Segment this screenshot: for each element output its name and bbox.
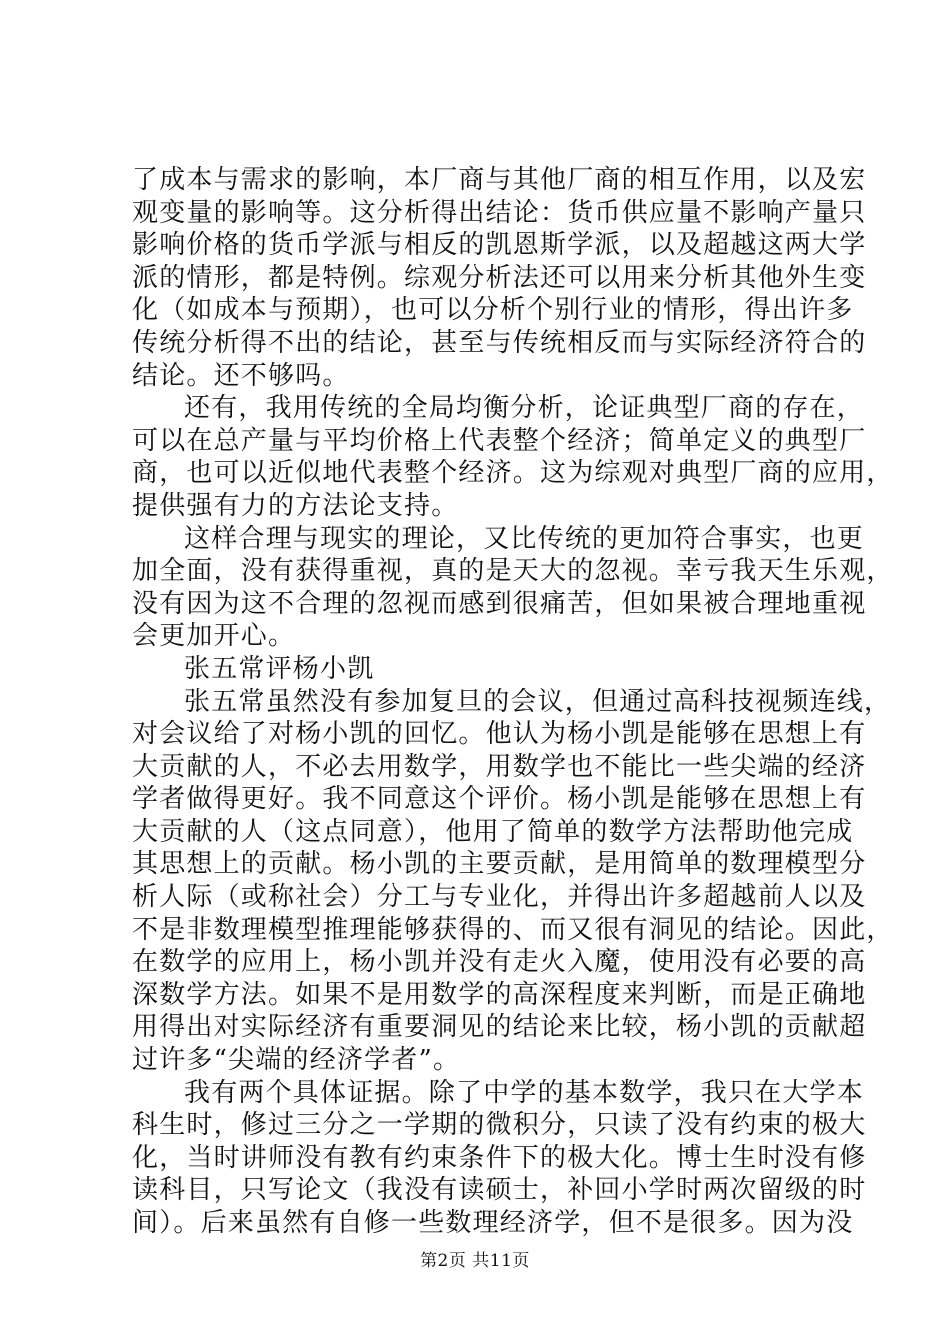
paragraph bbox=[132, 686, 894, 1077]
text-line: 在数学的应用上，杨小凯并没有走火入魔，使用没有必要的高 bbox=[132, 947, 867, 978]
text-line: 对会议给了对杨小凯的回忆。他认为杨小凯是能够在思想上有 bbox=[132, 719, 867, 750]
paragraph bbox=[132, 392, 894, 522]
text-line: 深数学方法。如果不是用数学的高深程度来判断，而是正确地 bbox=[132, 979, 867, 1010]
text-line: 析人际（或称社会）分工与专业化，并得出许多超越前人以及 bbox=[132, 882, 867, 913]
text-line: 用得出对实际经济有重要洞见的结论来比较，杨小凯的贡献超 bbox=[132, 1012, 867, 1043]
text-line: 过许多“尖端的经济学者”。 bbox=[132, 1045, 461, 1076]
text-line: 结论。还不够吗。 bbox=[132, 360, 350, 391]
text-line: 可以在总产量与平均价格上代表整个经济；简单定义的典型厂 bbox=[132, 425, 867, 456]
text-line: 派的情形，都是特例。综观分析法还可以用来分析其他外生变 bbox=[132, 262, 867, 293]
paragraph bbox=[132, 523, 894, 653]
text-line: 商，也可以近似地代表整个经济。这为综观对典型厂商的应用， bbox=[132, 458, 894, 489]
text-line: 了成本与需求的影响，本厂商与其他厂商的相互作用，以及宏 bbox=[132, 165, 867, 195]
text-line: 读科目，只写论文（我没有读硕士，补回小学时两次留级的时 bbox=[132, 1175, 867, 1206]
text-line: 大贡献的人，不必去用数学，用数学也不能比一些尖端的经济 bbox=[132, 751, 867, 782]
text-line: 传统分析得不出的结论，甚至与传统相反而与实际经济符合的 bbox=[132, 327, 867, 358]
text-line: 化，当时讲师没有教有约束条件下的极大化。博士生时没有修 bbox=[132, 1142, 867, 1173]
text-line: 张五常评杨小凯 bbox=[184, 653, 375, 684]
text-line: 加全面，没有获得重视，真的是天大的忽视。幸亏我天生乐观， bbox=[132, 556, 894, 587]
text-line: 没有因为这不合理的忽视而感到很痛苦，但如果被合理地重视 bbox=[132, 588, 867, 619]
text-line: 间）。后来虽然有自修一些数理经济学，但不是很多。因为没 bbox=[132, 1208, 854, 1238]
text-line: 还有，我用传统的全局均衡分析，论证典型厂商的存在， bbox=[184, 393, 865, 424]
paragraph bbox=[132, 164, 867, 392]
page-footer: 第2页 共11页 bbox=[420, 1251, 530, 1271]
text-line: 化（如成本与预期），也可以分析个别行业的情形，得出许多 bbox=[132, 295, 854, 326]
text-line: 张五常虽然没有参加复旦的会议，但通过高科技视频连线， bbox=[184, 686, 892, 717]
text-line: 学者做得更好。我不同意这个评价。杨小凯是能够在思想上有 bbox=[132, 784, 867, 815]
text-line: 科生时，修过三分之一学期的微积分，只读了没有约束的极大 bbox=[132, 1110, 867, 1141]
document-body bbox=[132, 164, 894, 1240]
text-line: 我有两个具体证据。除了中学的基本数学，我只在大学本 bbox=[184, 1077, 865, 1108]
text-line: 影响价格的货币学派与相反的凯恩斯学派，以及超越这两大学 bbox=[132, 230, 867, 261]
text-line: 会更加开心。 bbox=[132, 621, 296, 652]
paragraph bbox=[132, 653, 832, 686]
paragraph bbox=[132, 1077, 867, 1240]
text-line: 大贡献的人（这点同意），他用了简单的数学方法帮助他完成 bbox=[132, 816, 854, 847]
text-line: 提供强有力的方法论支持。 bbox=[132, 490, 459, 521]
text-line: 观变量的影响等。这分析得出结论：货币供应量不影响产量只 bbox=[132, 197, 867, 228]
text-line: 不是非数理模型推理能够获得的、而又很有洞见的结论。因此， bbox=[132, 914, 894, 945]
text-line: 这样合理与现实的理论，又比传统的更加符合事实，也更 bbox=[184, 523, 865, 554]
text-line: 其思想上的贡献。杨小凯的主要贡献，是用简单的数理模型分 bbox=[132, 849, 867, 880]
